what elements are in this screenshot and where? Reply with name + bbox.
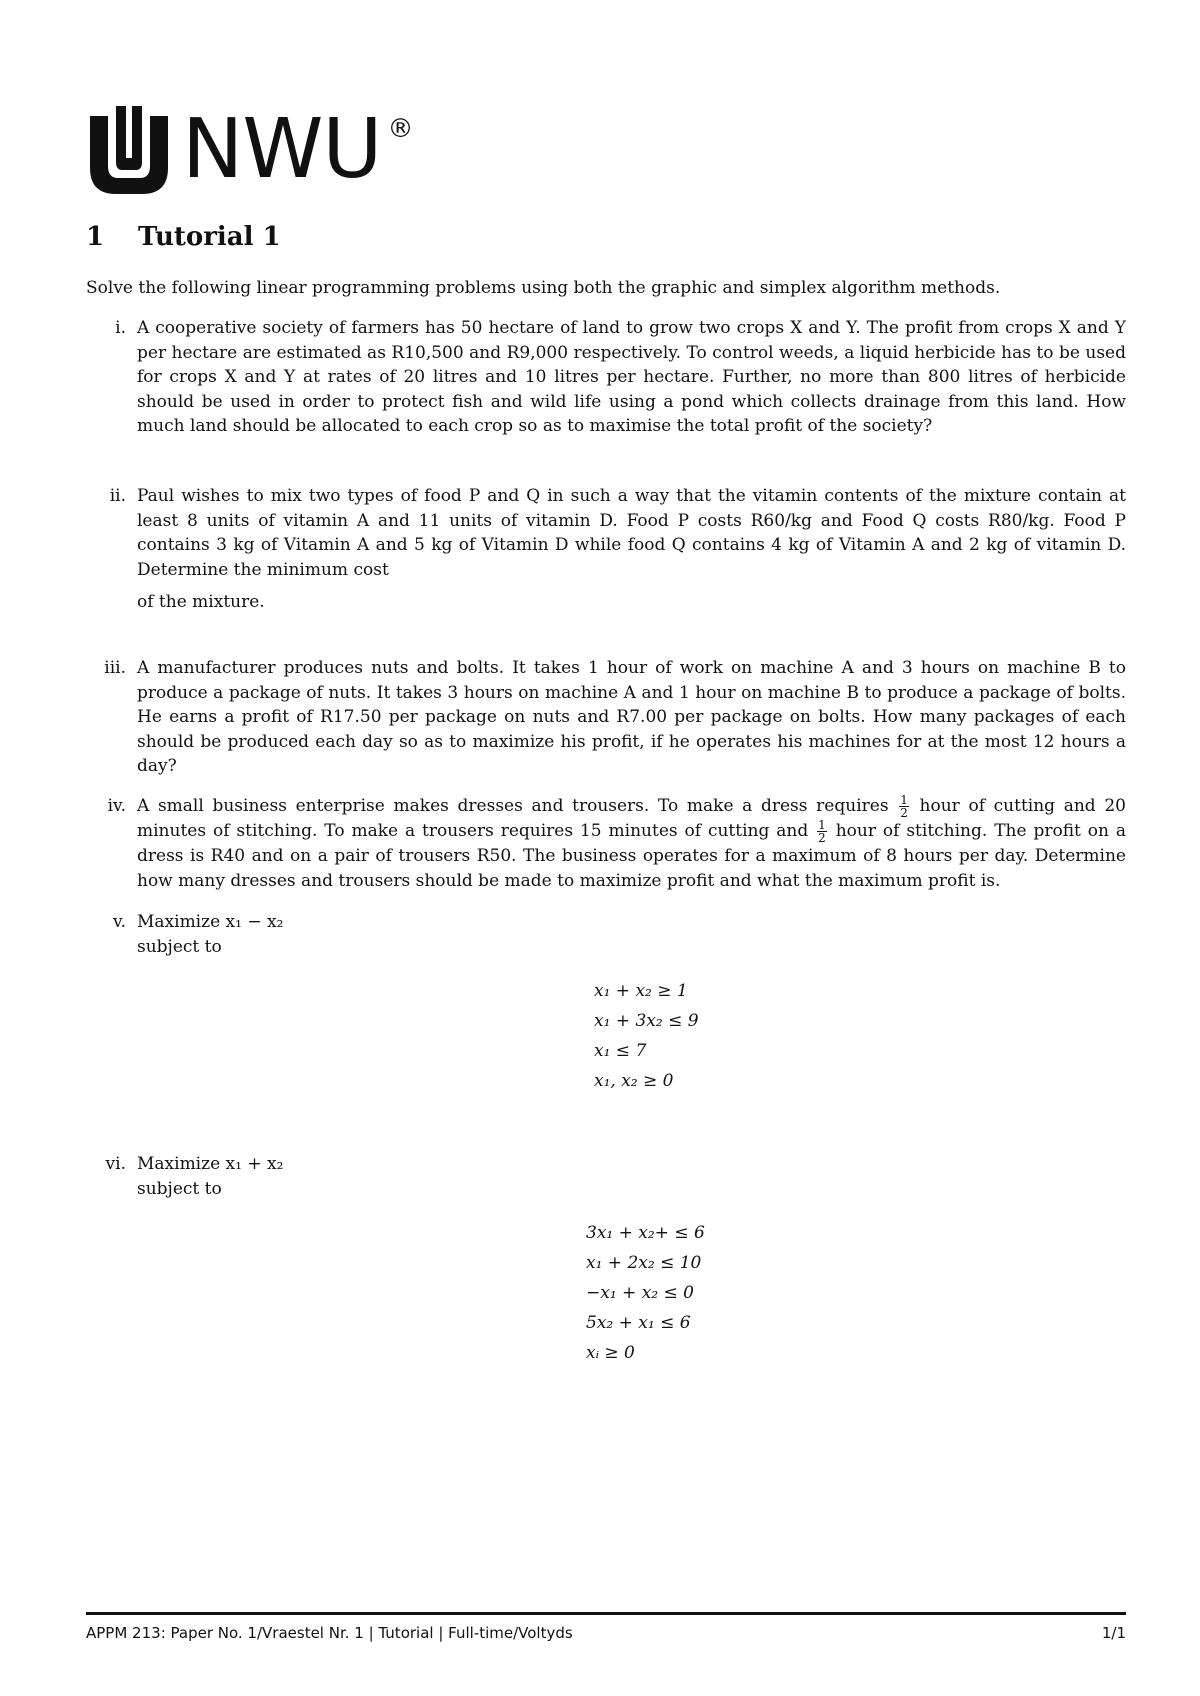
- constraint-line: −x₁ + x₂ ≤ 0: [586, 1283, 694, 1303]
- problem-label: ii.: [109, 486, 126, 506]
- fraction-denominator: 2: [818, 831, 826, 845]
- problem-text-part: hour of stitching. The profit on a dress is R40 and on a pair of trousers R50. The business operates for a maximum of 8 hours per day. Determine how many dresses and trousers should be made to maximize profit and what the maximum profit is.: [137, 821, 1127, 891]
- section-heading: [86, 222, 281, 252]
- subject-to-text: subject to: [137, 936, 222, 957]
- logo-wordmark: NWU: [182, 102, 382, 197]
- footer-course-info: APPM 213: Paper No. 1/Vraestel Nr. 1 | Tutorial | Full-time/Voltyds: [86, 1624, 573, 1642]
- constraint-line: 5x₂ + x₁ ≤ 6: [586, 1313, 691, 1333]
- fraction-numerator: 1: [818, 818, 826, 832]
- fraction-denominator: 2: [900, 806, 908, 820]
- constraint-line: xᵢ ≥ 0: [586, 1343, 635, 1363]
- problem-label: i.: [115, 318, 126, 338]
- section-title: Tutorial 1: [138, 222, 281, 252]
- registered-mark: ®: [387, 114, 414, 144]
- subject-to-text: subject to: [137, 1178, 222, 1199]
- problem-text: A cooperative society of farmers has 50 hectare of land to grow two crops X and Y. The profit from crops X and Y per hectare are estimated as R10,500 and R9,000 respectively. To control weeds, a liquid herbicide has to be used for crops X and Y at rates of 20 litres and 10 litres per hectare. Further, no more than 800 litres of herbicide should be used in order to protect fish and wild life using a pond which collects drainage from this land. How much land should be allocated to each crop so as to maximise the total profit of the society?: [137, 318, 1126, 436]
- problem-item: [86, 484, 1126, 615]
- constraint-line: 3x₁ + x₂+ ≤ 6: [586, 1223, 705, 1243]
- intro-text: Solve the following linear programming problems using both the graphic and simplex algorithm methods.: [86, 278, 1001, 298]
- nwu-logo: [86, 102, 414, 198]
- constraint-line: x₁, x₂ ≥ 0: [594, 1071, 674, 1091]
- problem-item: [86, 910, 1126, 959]
- fraction-numerator: 1: [900, 793, 908, 807]
- constraint-line: x₁ + 2x₂ ≤ 10: [586, 1253, 702, 1273]
- problem-text: Paul wishes to mix two types of food P and Q in such a way that the vitamin contents of the mixture contain at least 8 units of vitamin A and 11 units of vitamin D. Food P costs R60/kg and Food Q costs R80/kg. Food P contains 3 kg of Vitamin A and 5 kg of Vitamin D while food Q contains 4 kg of Vitamin A and 2 kg of vitamin D. Determine the minimum cost: [137, 486, 1126, 580]
- problem-text-continued: of the mixture.: [137, 592, 265, 612]
- problem-text: A manufacturer produces nuts and bolts. It takes 1 hour of work on machine A and 3 hours on machine B to produce a package of nuts. It takes 3 hours on machine A and 1 hour on machine B to produce a package of bolts. He earns a profit of R17.50 per package on nuts and R7.00 per package on bolts. How many packages of each should be produced each day so as to maximize his profit, if he operates his machines for at the most 12 hours a day?: [137, 658, 1126, 776]
- fraction-half: [899, 794, 909, 819]
- constraint-block: [594, 976, 699, 1096]
- constraint-line: x₁ + 3x₂ ≤ 9: [594, 1011, 699, 1031]
- problem-label: v.: [113, 912, 126, 932]
- problem-text: [137, 794, 1126, 893]
- section-number: 1: [86, 222, 105, 252]
- problem-item: [86, 1152, 1126, 1201]
- problem-item: [86, 316, 1126, 439]
- constraint-block: [586, 1218, 705, 1368]
- problem-text-part: hour of cutting and 20 minutes of stitching. To make a trousers requires 15 minutes of cutting and: [137, 796, 1126, 841]
- objective-text: Maximize x₁ + x₂: [137, 1154, 284, 1174]
- nwu-emblem-icon: [86, 106, 172, 196]
- footer-page-number: 1/1: [1101, 1624, 1126, 1642]
- problem-item: [86, 794, 1126, 893]
- constraint-line: x₁ ≤ 7: [594, 1041, 647, 1061]
- constraint-line: x₁ + x₂ ≥ 1: [594, 981, 688, 1001]
- footer-rule: [86, 1612, 1126, 1615]
- problem-label: iii.: [104, 658, 126, 678]
- problem-item: [86, 656, 1126, 779]
- problem-label: iv.: [107, 796, 126, 816]
- problem-label: vi.: [105, 1154, 126, 1174]
- objective-text: Maximize x₁ − x₂: [137, 912, 284, 932]
- problem-text-part: A small business enterprise makes dresses and trousers. To make a dress requires: [137, 796, 889, 816]
- fraction-half: [817, 819, 827, 844]
